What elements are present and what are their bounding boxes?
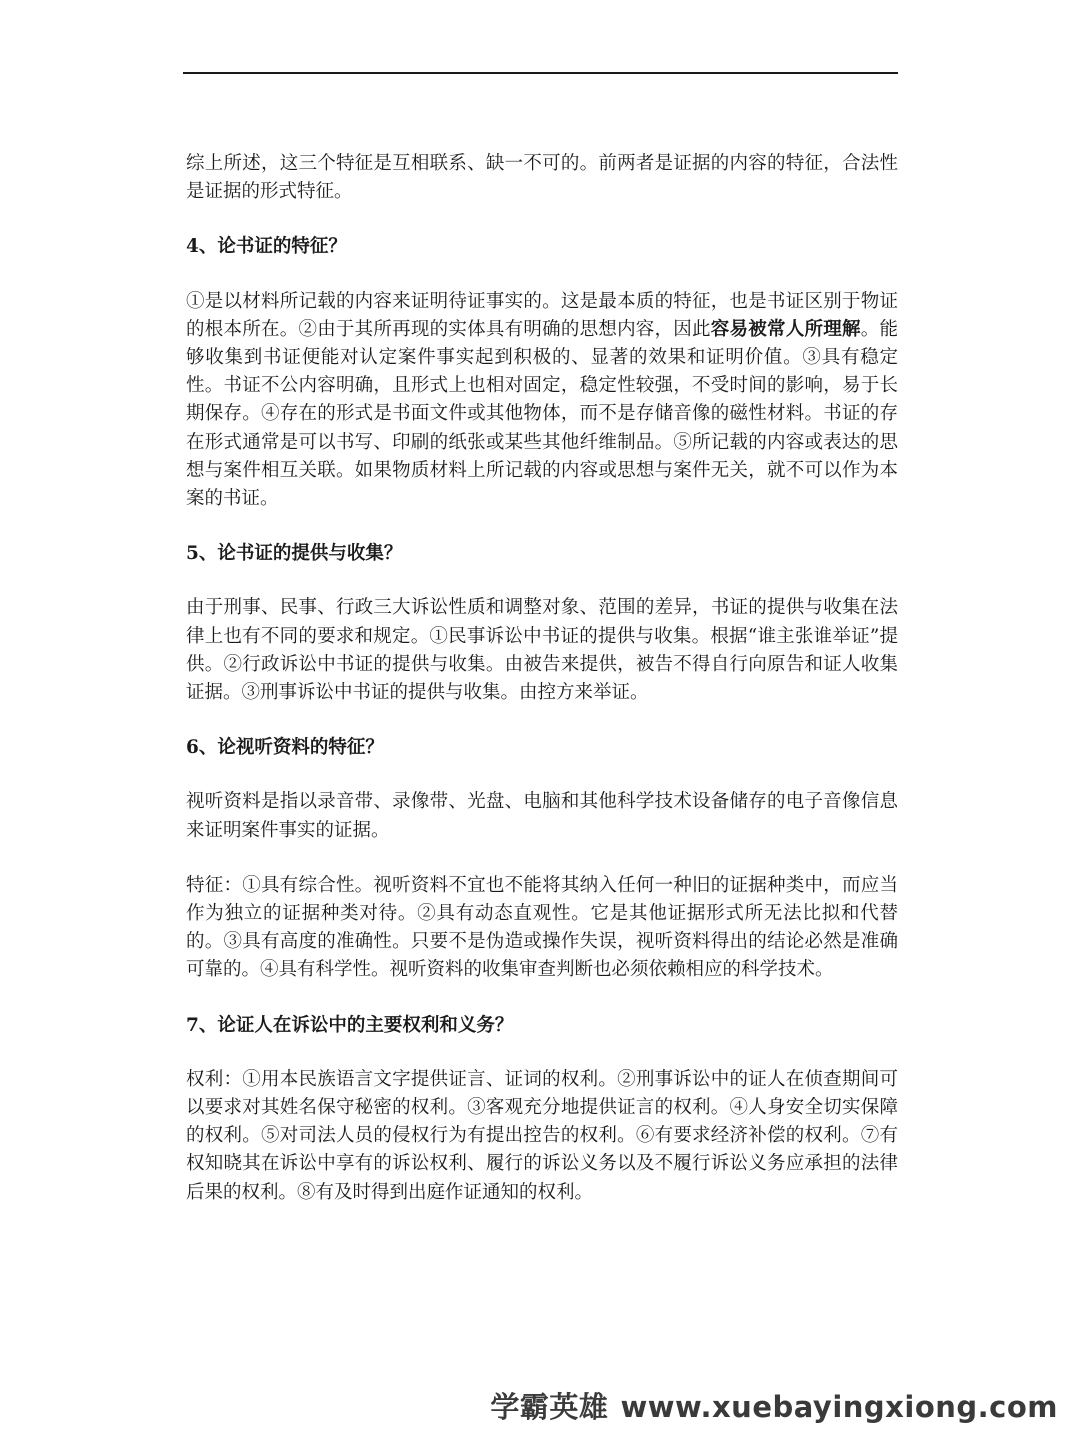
summary-paragraph: 综上所述，这三个特征是互相联系、缺一不可的。前两者是证据的内容的特征，合法性是证据的形式特征。 (186, 153, 898, 203)
q5-heading: 5、论书证的提供与收集？ (186, 543, 403, 565)
watermark-brand: 学霸英雄 (490, 1390, 609, 1424)
q6-features-paragraph: 特征：①具有综合性。视听资料不宜也不能将其纳入任何一种旧的证据种类中，而应当作为独立的证据种类对待。②具有动态直观性。它是其他证据形式所无法比拟和代替的。③具有高度的准确性。只要不是伪造或操作失误，视听资料得出的结论必然是准确可靠的。④具有科学性。视听资料的收集审查判断也必须依赖相应的科学技术。 (186, 874, 898, 981)
q4-paragraph (186, 288, 898, 514)
q6-definition-paragraph: 视听资料是指以录音带、录像带、光盘、电脑和其他科学技术设备储存的电子音像信息来证明案件事实的证据。 (186, 791, 898, 841)
q5-paragraph: 由于刑事、民事、行政三大诉讼性质和调整对象、范围的差异，书证的提供与收集在法律上也有不同的要求和规定。①民事诉讼中书证的提供与收集。根据“谁主张谁举证”提供。②行政诉讼中书证的提供与收集。由被告来提供，被告不得自行向原告和证人收集证据。③刑事诉讼中书证的提供与收集。由控方来举证。 (186, 597, 898, 704)
document-body (186, 150, 898, 1207)
q4-text-bold: 容易被常人所理解 (710, 318, 861, 340)
watermark-url: www.xuebayingxiong.com (620, 1390, 1058, 1424)
header-rule (183, 72, 898, 74)
q4-text-part1: ①是以材料所记载的内容来证明待证事实的。这是最本质的特征，也是书证区别于物证的根本所在。②由于其所再现的实体具有明确的思想内容，因此 (186, 290, 898, 340)
q4-text-part2: 。能够收集到书证便能对认定案件事实起到积极的、显著的效果和证明价值。③具有稳定性。书证不公内容明确，且形式上也相对固定，稳定性较强，不受时间的影响，易于长期保存。④存在的形式是书面文件或其他物体，而不是存储音像的磁性材料。书证的存在形式通常是可以书写、印刷的纸张或某些其他纤维制品。⑤所记载的内容或表达的思想与案件相互关联。如果物质材料上所记载的内容或思想与案件无关，就不可以作为本案的书证。 (186, 318, 898, 510)
q4-heading: 4、论书证的特征？ (186, 236, 347, 258)
q7-rights-paragraph: 权利：①用本民族语言文字提供证言、证词的权利。②刑事诉讼中的证人在侦查期间可以要求对其姓名保守秘密的权利。③客观充分地提供证言的权利。④人身安全切实保障的权利。⑤对司法人员的侵权行为有提出控告的权利。⑥有要求经济补偿的权利。⑦有权知晓其在诉讼中享有的诉讼权利、履行的诉讼义务以及不履行诉讼义务应承担的法律后果的权利。⑧有及时得到出庭作证通知的权利。 (186, 1068, 898, 1203)
q6-heading: 6、论视听资料的特征？ (186, 737, 384, 759)
q7-heading: 7、论证人在诉讼中的主要权利和义务？ (186, 1014, 514, 1036)
site-watermark (490, 1385, 1058, 1426)
